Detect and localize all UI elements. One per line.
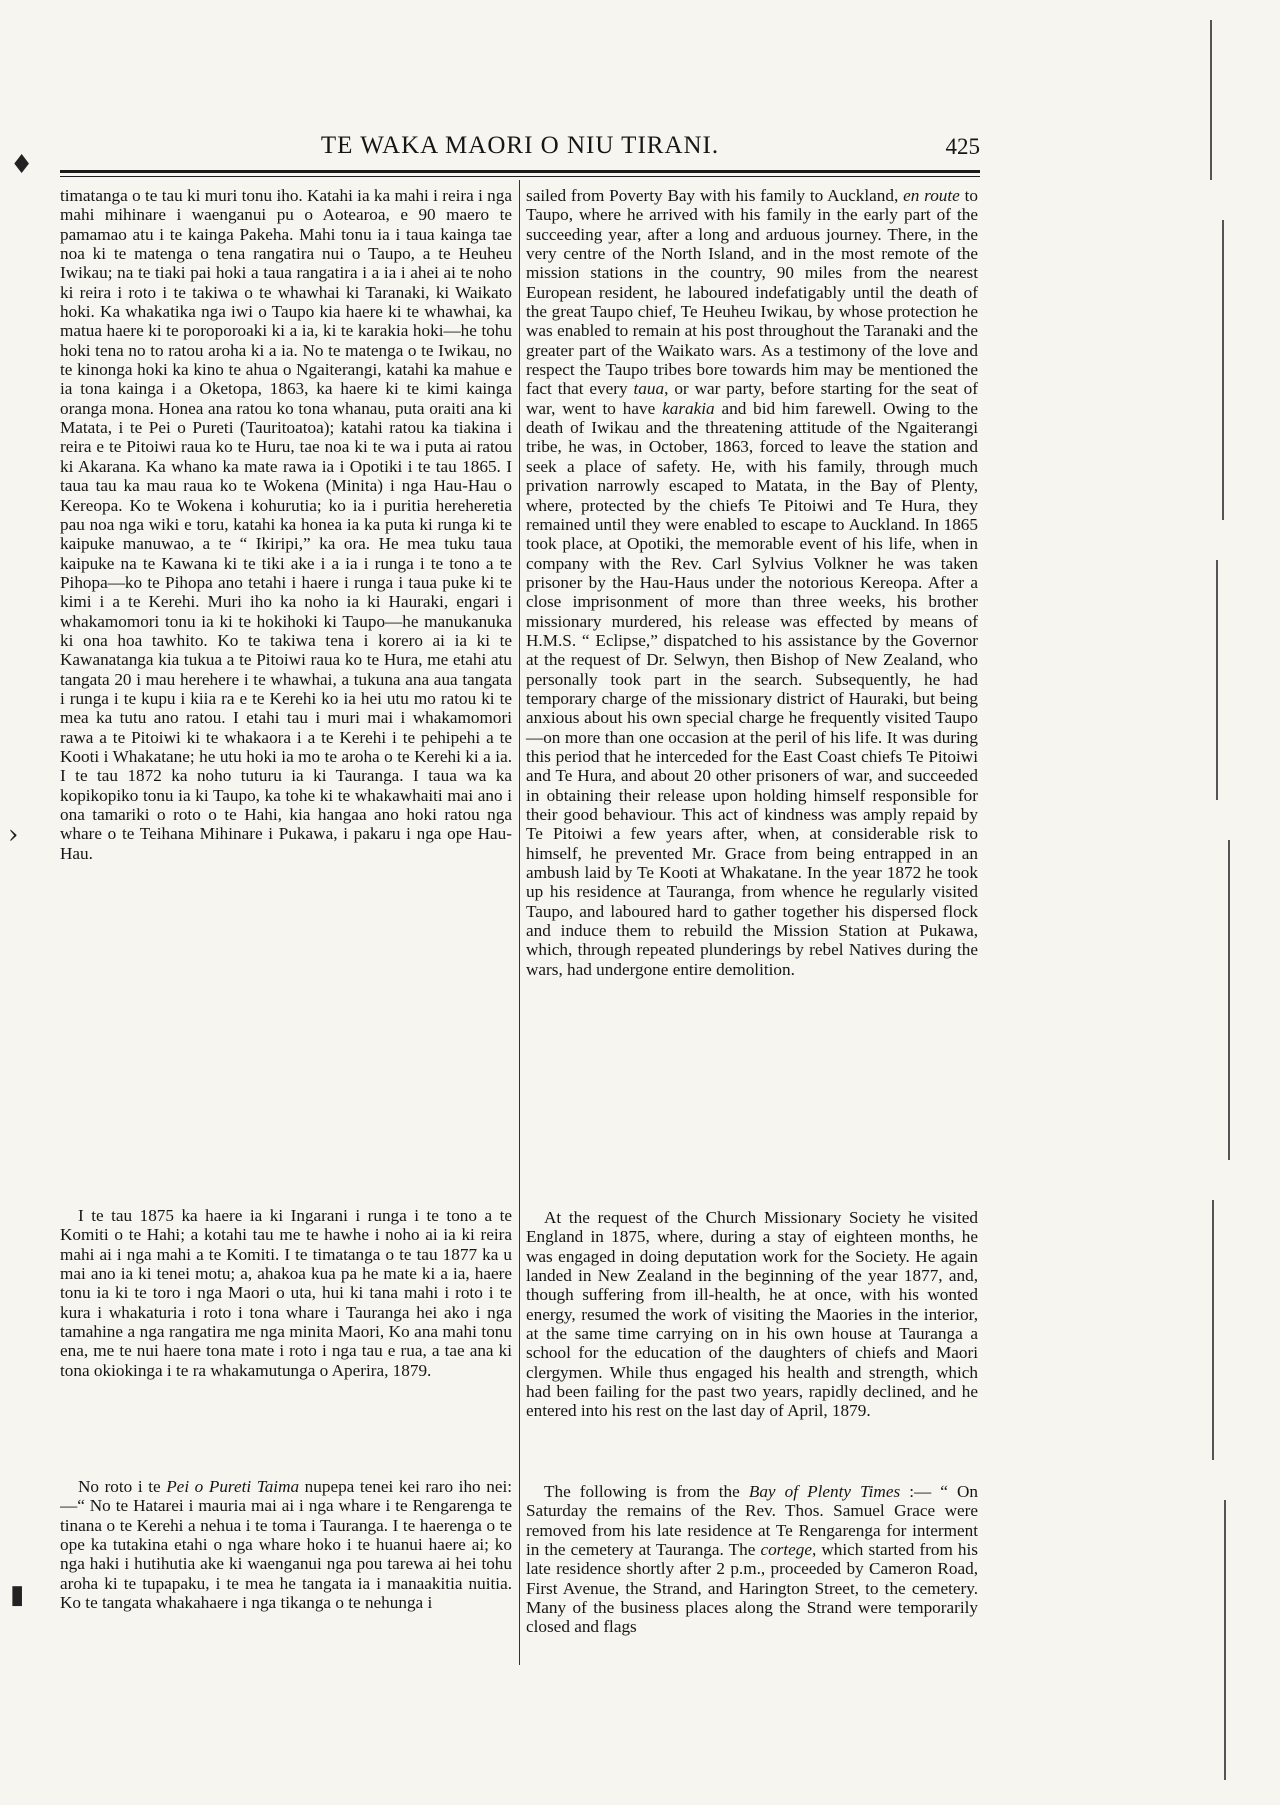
english-paragraph-1 bbox=[526, 186, 978, 979]
english-paragraph-1-part-d: and bid him farewell. Owing to the death of Iwikau and the threatening attitude of the Ngaiterangi tribe, he was, in October, 1863, forced to leave the station and seek a place of safety. He, with his family, through much privation narrowly escaped to Matata, in the Bay of Plenty, where, protected by the chiefs Te Pitoiwi and Te Hura, they remained until they were enabled to escape to Auckland. In 1865 took place, at Opotiki, the memorable event of his life, when in company with the Rev. Carl Sylvius Volkner he was taken prisoner by the Hau-Haus under the notorious Kereopa. After a close imprisonment of more than three weeks, his brother missionary murdered, his release was effected by means of H.M.S. “ Eclipse,” dispatched to his assistance by the Governor at the request of Dr. Selwyn, then Bishop of New Zealand, who personally took part in the search. Subsequently, he had temporary charge of the missionary district of Hauraki, but being anxious about his own special charge he frequently visited Taupo—on more than one occasion at the peril of his life. It was during this period that he interceded for the East Coast chiefs Te Pitoiwi and Te Hura, and about 20 other prisoners of war, and succeeded in obtaining their release upon holding himself responsible for their good behaviour. This act of kindness was amply repaid by Te Pitoiwi a few years after, when, at considerable risk to himself, he prevented Mr. Grace from being entrapped in an ambush laid by Te Kooti at Whakatane. In the year 1872 he took up his residence at Tauranga, from whence he regularly visited Taupo, and laboured hard to gather together his dispersed flock and induce them to rebuild the Mission Station at Pukawa, which, through repeated plunderings by rebel Natives during the wars, had undergone entire demolition. bbox=[526, 398, 978, 979]
english-paragraph-1-part-a: sailed from Poverty Bay with his family to Auckland, bbox=[526, 186, 904, 205]
italic-karakia: karakia bbox=[662, 398, 715, 418]
page-number: 425 bbox=[945, 134, 980, 159]
column-divider bbox=[519, 180, 520, 1665]
header-rule-thin bbox=[60, 176, 980, 177]
header-rule-thick bbox=[60, 170, 980, 173]
edge-speck bbox=[1212, 1200, 1214, 1460]
edge-speck bbox=[1222, 220, 1224, 520]
edge-speck bbox=[1228, 840, 1230, 1160]
maori-paragraph-3-body: nupepa tenei kei raro iho nei:—“ No te Hatarei i mauria mai ai i nga whare i te Rengarenga te tinana o te Kerehi a nehua i te toma i Tauranga. I te haerenga o te ope ka tutakina etahi o nga whare hoko i te huanui haere ai; ko nga haki i hutihutia ake ki waenganui nga pou tarewa ai hei tohu aroha ki te tupapaku, i te mea he tangata ia i manaakitia nuitia. Ko te tangata whakahaere i nga tikanga o te nehunga i bbox=[60, 1477, 512, 1613]
italic-taua: taua bbox=[633, 379, 665, 399]
maori-paragraph-2: I te tau 1875 ka haere ia ki Ingarani i runga i te tono a te Komiti o te Hahi; a kotahi tau me te hawhe i noho ai ia ki reira mahi ai i nga mahi a te Komiti. I te timatanga o te tau 1877 ka u mai ano ia ki tenei motu; a, ahakoa kua pa he mate ki a ia, haere tonu ia ki te toro i nga Maori o uta, hui ki tana mahi i roto i te kura i whakaturia i roto i tona whare i Tauranga hei ako i nga tamahine a nga rangatira me nga minita Maori, Ko ana mahi tonu ena, me te nui haere tona mate i roto i nga tau e rua, a tae ana ki tona okiokinga i te ra whakamutunga o Aperira, 1879. bbox=[60, 1206, 512, 1380]
maori-paragraph-1: timatanga o te tau ki muri tonu iho. Katahi ia ka mahi i reira i nga mahi mihinare i waenganui pu o Aotearoa, e 90 maero te pamamao atu i te kainga Pakeha. Mahi tonu ia i taua kainga tae noa ki te matenga o tena rangatira nui o Taupo, a te Heuheu Iwikau; na te tiaki pai hoki a taua rangatira i a ia i ahei ai te noho ki reira i roto i te takiwa o te whawhai ki Taranaki, ki Waikato hoki. Ka whakatika nga iwi o Taupo kia haere ki te whawhai, ka matua haere ki te poroporoaki ki a ia, ki te karakia hoki—he tohu hoki tena no to ratou aroha ki a ia. No te matenga o te Iwikau, no te kinonga hoki ka kino te ahua o Ngaiterangi, katahi ka mahue e ia tona kainga i a Oketopa, 1863, ka haere ki te kimi kainga oranga mona. Honea ana ratou ko tona whanau, puta oraiti ana ki Matata, i te Pei o Pureti (Tauritoatoa); katahi ratou ka tiakina i reira e te Pitoiwi raua ko te Huru, tae noa ki te wa i puta ai ratou ki Akarana. Ka whano ka mate rawa ia i Opotiki i te tau 1865. I taua tau ka mau raua ko te Wokena (Minita) i nga Hau-Hau o Kereopa. Ko te Wokena i kohurutia; ko ia i puritia hereheretia pau noa nga wiki e toru, katahi ka honea ia ka puta ki runga ki te kaipuke manuwao, a te “ Ikiripi,” ka ora. He mea tuku taua kaipuke na te Kawana ki te tiki ake i a ia i runga i te tono a te Pihopa—ko te Pihopa ano tetahi i haere i runga i taua puke ki te kimi i a te Kerehi. Muri iho ka noho ia ki Hauraki, engari i whakamomori tonu ia ki te hokihoki ki Taupo—he manukanuka ki ona hoa tawhito. Ko te takiwa tena i korero ai ia ki te Kawanatanga kia tukua a te Pitoiwi raua ko te Hura, me etahi atu tangata 20 i mau herehere i te whawhai, a tukuna ana aua tangata i runga i te kupu i kiia ra e te Kerehi ko ia hei utu mo ratou ki te mea ka tutu ano ratou. I etahi tau i muri mai i whakamomori rawa a te Pitoiwi ki te whakaora i a te Kerehi i te pehipehi a te Kooti i Whakatane; he utu hoki ia mo te aroha o te Kerehi ki a ia. I te tau 1872 ka noho tuturu ia ki Tauranga. I taua wa ka kopikopiko tonu ia ki Taupo, ka tohe ki te whakawhaiti mai ano i ona tamariki o roto o te Hahi, kia hangaa ano hoki ratou nga whare o te Teihana Mihinare i Pukawa, i pakaru i nga ope Hau-Hau. bbox=[60, 186, 512, 863]
margin-blot-top: ♦ bbox=[10, 150, 34, 180]
edge-speck bbox=[1224, 1500, 1226, 1780]
maori-column-section-2 bbox=[60, 1206, 512, 1380]
page-title: TE WAKA MAORI O NIU TIRANI. bbox=[320, 132, 720, 159]
english-paragraph-3-lead: The following is from the bbox=[544, 1482, 749, 1501]
english-paragraph-1-part-b: to Taupo, where he arrived with his family in the early part of the succeeding year, after a long and arduous journey. There, in the very centre of the North Island, and in the most remote of the mission stations in the country, 90 miles from the nearest European resident, he laboured indefatigably until the death of the great Taupo chief, Te Heuheu Iwikau, by whose protection he was enabled to remain at his post throughout the Taranaki and the greater part of the Waikato wars. As a testimony of the love and respect the Taupo tribes bore towards him may be mentioned the fact that every bbox=[526, 186, 979, 399]
maori-column-section-1 bbox=[60, 186, 512, 863]
edge-speck bbox=[1216, 560, 1218, 800]
italic-en-route: en route bbox=[903, 186, 960, 205]
margin-blot-middle: › bbox=[8, 820, 19, 850]
english-column-section-2 bbox=[526, 1208, 978, 1421]
page-header bbox=[60, 132, 980, 166]
english-paragraph-3-body: :— “ On Saturday the remains of the Rev. Thos. Samuel Grace were removed from his late residence at Te Rengarenga for interment in the cemetery at Tauranga. The bbox=[526, 1482, 978, 1560]
newspaper-name-maori: Pei o Pureti Taima bbox=[166, 1477, 300, 1496]
english-paragraph-3-end: , which started from his late residence shortly after 2 p.m., proceeded by Cameron Road, First Avenue, the Strand, and Harington Street, to the cemetery. Many of the business places along the Strand were temporarily closed and flags bbox=[526, 1540, 978, 1637]
maori-column-section-3 bbox=[60, 1477, 512, 1669]
english-paragraph-2: At the request of the Church Missionary Society he visited England in 1875, where, during a stay of eighteen months, he was engaged in doing deputation work for the Society. He again landed in New Zealand in the beginning of the year 1877, and, though suffering from ill-health, he at once, with his wonted energy, resumed the work of visiting the Maories in the interior, at the same time carrying on in his own house at Tauranga a school for the education of the daughters of chiefs and Maori clergymen. While thus engaged his health and strength, which had been failing for the past two years, rapidly declined, and he entered into his rest on the last day of April, 1879. bbox=[526, 1208, 978, 1421]
newspaper-name-english: Bay of Plenty Times bbox=[748, 1482, 901, 1501]
english-column-section-1 bbox=[526, 186, 978, 979]
italic-cortege: cortege bbox=[760, 1540, 812, 1560]
english-paragraph-3 bbox=[526, 1482, 978, 1637]
english-column-section-3 bbox=[526, 1482, 978, 1672]
edge-speck bbox=[1210, 20, 1212, 180]
maori-paragraph-3 bbox=[60, 1477, 512, 1612]
english-paragraph-1-part-c: , or war party, before starting for the seat of war, went to have bbox=[526, 379, 978, 418]
margin-blot-bottom: ▮ bbox=[10, 1580, 25, 1610]
scanned-page-edge bbox=[1200, 0, 1280, 1805]
maori-paragraph-3-lead: No roto i te bbox=[78, 1477, 167, 1496]
